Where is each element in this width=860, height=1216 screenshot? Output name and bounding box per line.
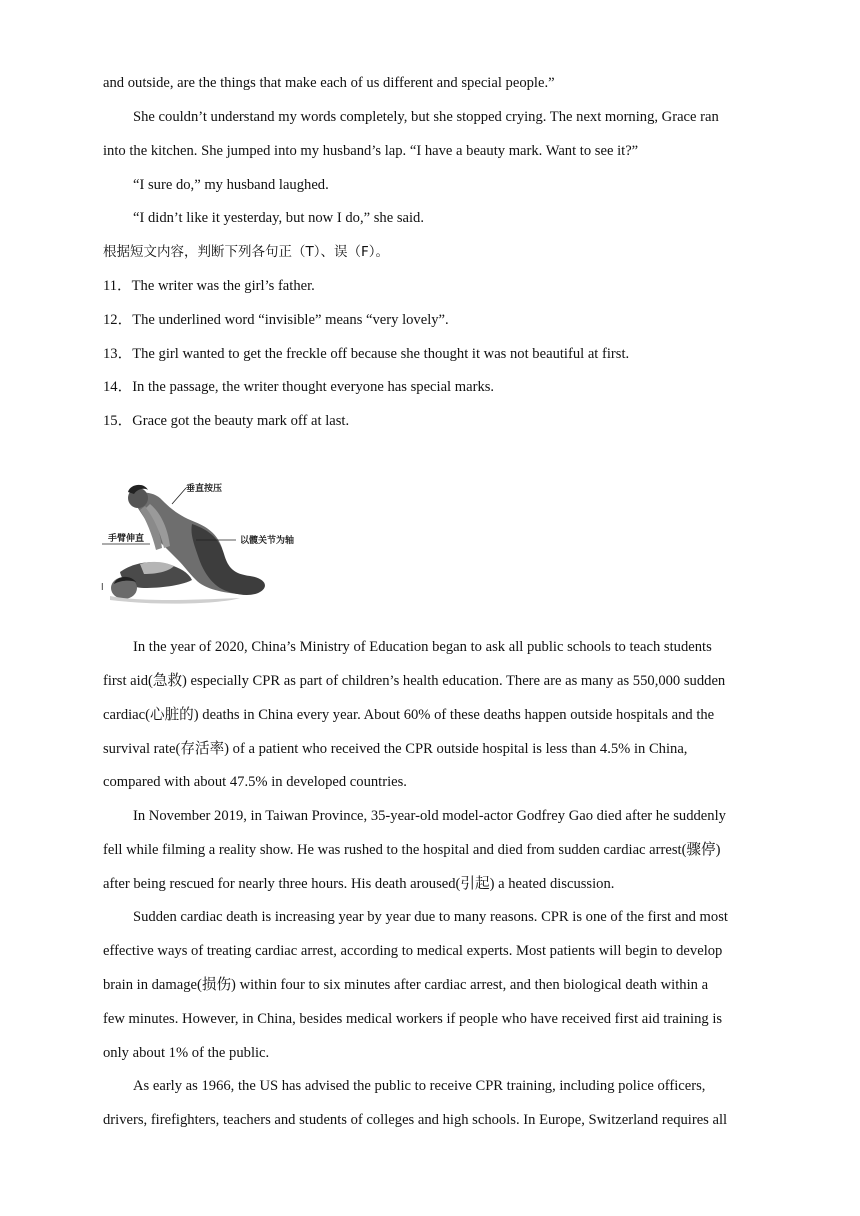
question-14: 14．In the passage, the writer thought everyone has special marks. [103,379,495,395]
passage-line: brain in damage(损伤) within four to six minutes after cardiac arrest, and then biological death within a [103,977,709,993]
cpr-illustration [100,476,305,618]
passage-line: As early as 1966, the US has advised the public to receive CPR training, including police officers, [133,1078,706,1094]
question-12: 12．The underlined word “invisible” means “very lovely”. [103,312,449,328]
figure-corner-mark: l [101,583,104,593]
passage-line: survival rate(存活率) of a patient who received the CPR outside hospital is less than 4.5% in China, [103,741,688,757]
passage-line: after being rescued for nearly three hours. His death aroused(引起) a heated discussion. [103,876,615,892]
passage-line: Sudden cardiac death is increasing year by year due to many reasons. CPR is one of the first and most [133,909,728,925]
passage-line: In November 2019, in Taiwan Province, 35-year-old model-actor Godfrey Gao died after he suddenly [133,808,726,824]
passage-line: into the kitchen. She jumped into my husband’s lap. “I have a beauty mark. Want to see it?” [103,143,639,159]
cpr-drawing [100,476,305,618]
passage-line: first aid(急救) especially CPR as part of children’s health education. There are as many as 550,000 sudden [103,673,726,689]
passage-line: few minutes. However, in China, besides medical workers if people who have received first aid training is [103,1011,723,1027]
question-11: 11．The writer was the girl’s father. [103,278,315,294]
passage-line: compared with about 47.5% in developed countries. [103,774,407,790]
figure-label-right: 以髋关节为轴 [240,536,295,546]
figure-label-left: 手臂伸直 [108,534,145,544]
passage-line: “I didn’t like it yesterday, but now I do,” she said. [133,210,424,226]
passage-line: drivers, firefighters, teachers and students of colleges and high schools. In Europe, Switzerland requires all [103,1112,728,1128]
figure-label-top: 垂直按压 [186,484,223,494]
passage-line: She couldn’t understand my words completely, but she stopped crying. The next morning, Grace ran [133,109,719,125]
passage-line: “I sure do,” my husband laughed. [133,177,329,193]
question-15: 15．Grace got the beauty mark off at last. [103,413,350,429]
instructions: 根据短文内容，判断下列各句正（T）、误（F）。 [103,244,390,260]
passage-line: cardiac(心脏的) deaths in China every year. About 60% of these deaths happen outside hospitals and the [103,707,715,723]
passage-line: effective ways of treating cardiac arrest, according to medical experts. Most patients will begin to develop [103,943,723,959]
passage-line: only about 1% of the public. [103,1045,270,1061]
passage-line: fell while filming a reality show. He was rushed to the hospital and died from sudden cardiac arrest(骤停) [103,842,721,858]
passage-line: In the year of 2020, China’s Ministry of Education began to ask all public schools to teach students [133,639,712,655]
question-13: 13．The girl wanted to get the freckle off because she thought it was not beautiful at first. [103,346,630,362]
passage-line: and outside, are the things that make each of us different and special people.” [103,75,555,91]
